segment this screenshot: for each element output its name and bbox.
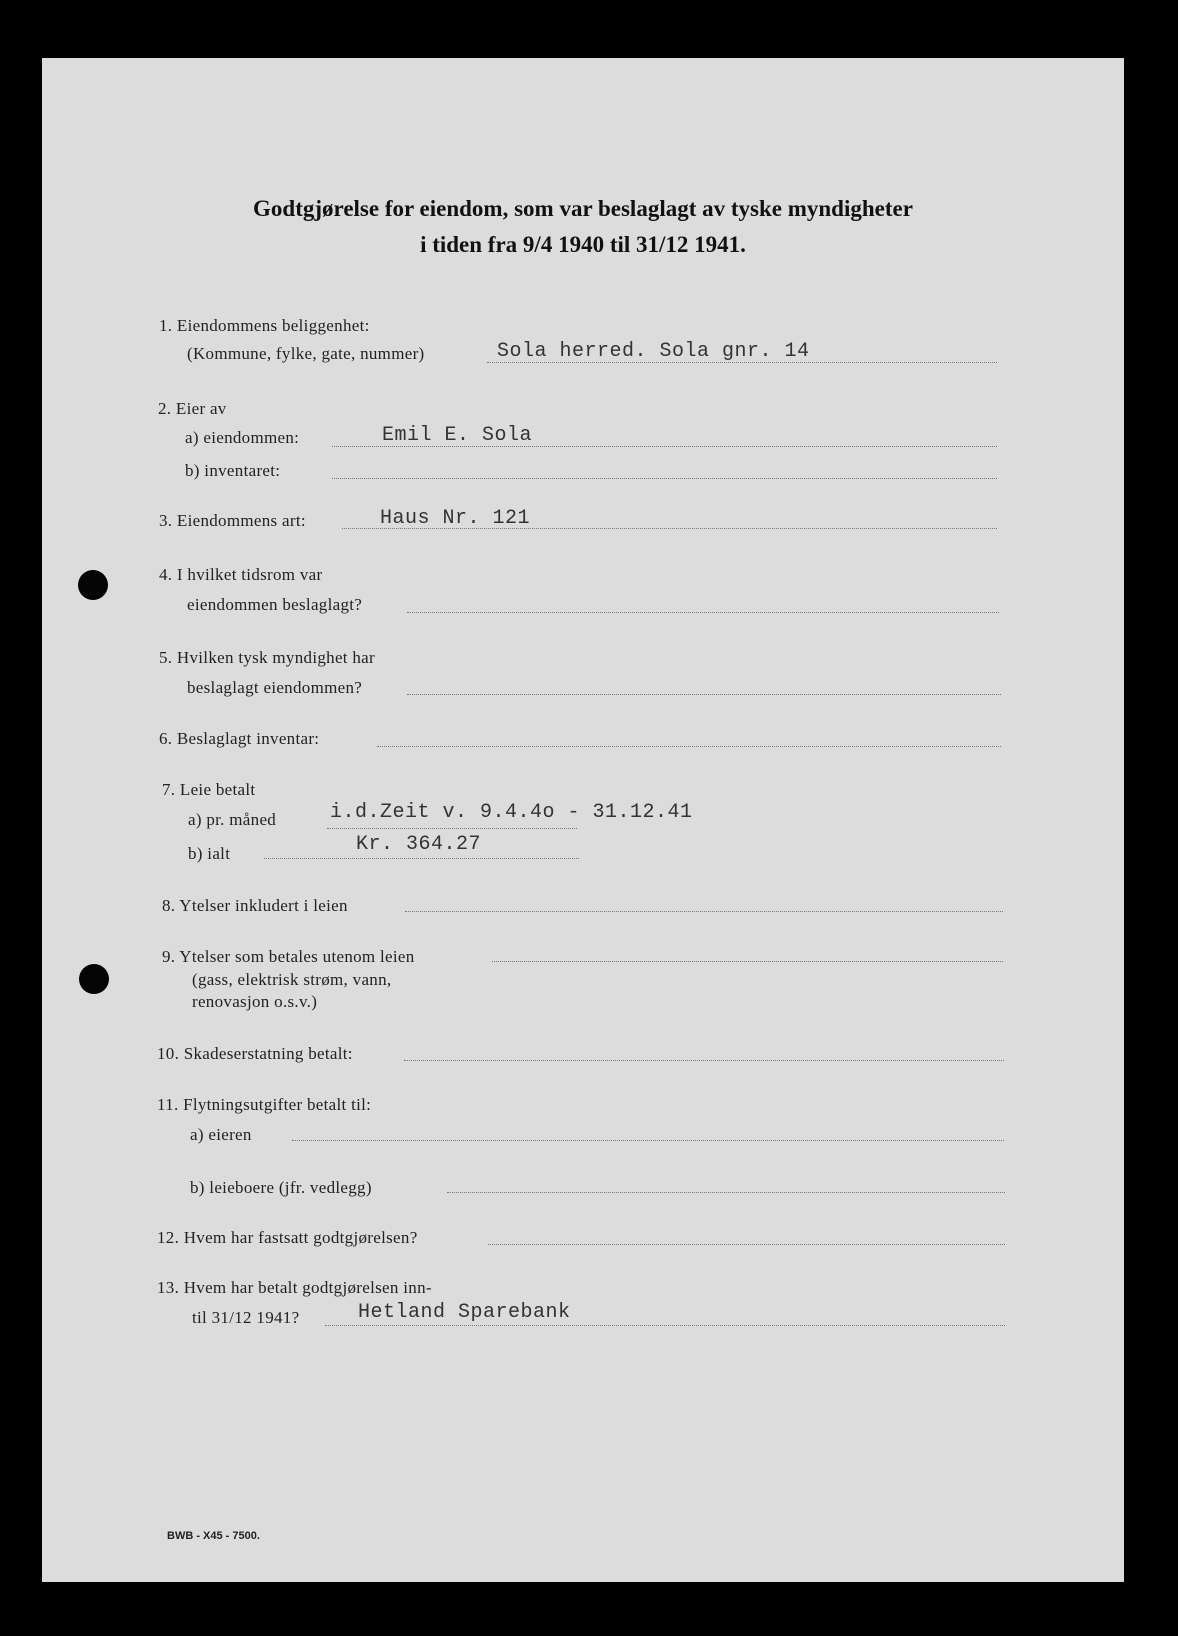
q2a-label: a) eiendommen:: [185, 428, 300, 447]
q5-label: 5. Hvilken tysk myndighet har: [159, 648, 375, 667]
q7b-value: Kr. 364.27: [356, 833, 482, 856]
q11-label: 11. Flytningsutgifter betalt til:: [157, 1095, 372, 1114]
q7-label: 7. Leie betalt: [162, 780, 256, 799]
q6-field-line: [377, 746, 1001, 747]
q3-label: 3. Eiendommens art:: [159, 511, 306, 530]
q13-field-line: [325, 1325, 1005, 1326]
q7a-label: a) pr. måned: [188, 810, 277, 829]
q8-label: 8. Ytelser inkludert i leien: [162, 896, 348, 915]
punch-hole-lower: [79, 964, 109, 994]
q7a-field-line: [327, 828, 577, 829]
q2-label: 2. Eier av: [158, 399, 227, 418]
q13-sublabel: til 31/12 1941?: [192, 1308, 300, 1327]
q1-value: Sola herred. Sola gnr. 14: [497, 340, 810, 363]
q11b-label: b) leieboere (jfr. vedlegg): [190, 1178, 372, 1197]
q13-label: 13. Hvem har betalt godtgjørelsen inn-: [157, 1278, 432, 1297]
q4-field-line: [407, 612, 999, 613]
q11a-field-line: [292, 1140, 1004, 1141]
q12-field-line: [488, 1244, 1005, 1245]
q4-label: 4. I hvilket tidsrom var: [159, 565, 323, 584]
q2a-value: Emil E. Sola: [382, 424, 533, 447]
q11a-label: a) eieren: [190, 1125, 252, 1144]
q5-field-line: [407, 694, 1001, 695]
q1-sublabel: (Kommune, fylke, gate, nummer): [187, 344, 425, 363]
q10-label: 10. Skadeserstatning betalt:: [157, 1044, 353, 1063]
form-title-line-1: Godtgjørelse for eiendom, som var beslaglagt av tyske myndigheter: [253, 196, 913, 221]
q6-label: 6. Beslaglagt inventar:: [159, 729, 320, 748]
q8-field-line: [405, 911, 1003, 912]
punch-hole-upper: [78, 570, 108, 600]
q13-value: Hetland Sparebank: [358, 1301, 571, 1324]
q9-sublabel-1: (gass, elektrisk strøm, vann,: [192, 970, 392, 989]
q3-value: Haus Nr. 121: [380, 507, 531, 530]
q2b-label: b) inventaret:: [185, 461, 281, 480]
form-title-line-2: i tiden fra 9/4 1940 til 31/12 1941.: [420, 232, 746, 257]
q12-label: 12. Hvem har fastsatt godtgjørelsen?: [157, 1228, 418, 1247]
form-page: [42, 58, 1124, 1582]
q7a-value: i.d.Zeit v. 9.4.4o - 31.12.41: [330, 801, 693, 824]
q5-sublabel: beslaglagt eiendommen?: [187, 678, 363, 697]
q7b-label: b) ialt: [188, 844, 231, 863]
q9-sublabel-2: renovasjon o.s.v.): [192, 992, 318, 1011]
q9-label: 9. Ytelser som betales utenom leien: [162, 947, 415, 966]
q10-field-line: [404, 1060, 1004, 1061]
form-code-footer: BWB - X45 - 7500.: [167, 1530, 260, 1542]
q2b-field-line: [332, 478, 997, 479]
q1-label: 1. Eiendommens beliggenhet:: [159, 316, 370, 335]
q11b-field-line: [447, 1192, 1005, 1193]
q7b-field-line: [264, 858, 579, 859]
q9-field-line: [492, 961, 1003, 962]
q4-sublabel: eiendommen beslaglagt?: [187, 595, 363, 614]
